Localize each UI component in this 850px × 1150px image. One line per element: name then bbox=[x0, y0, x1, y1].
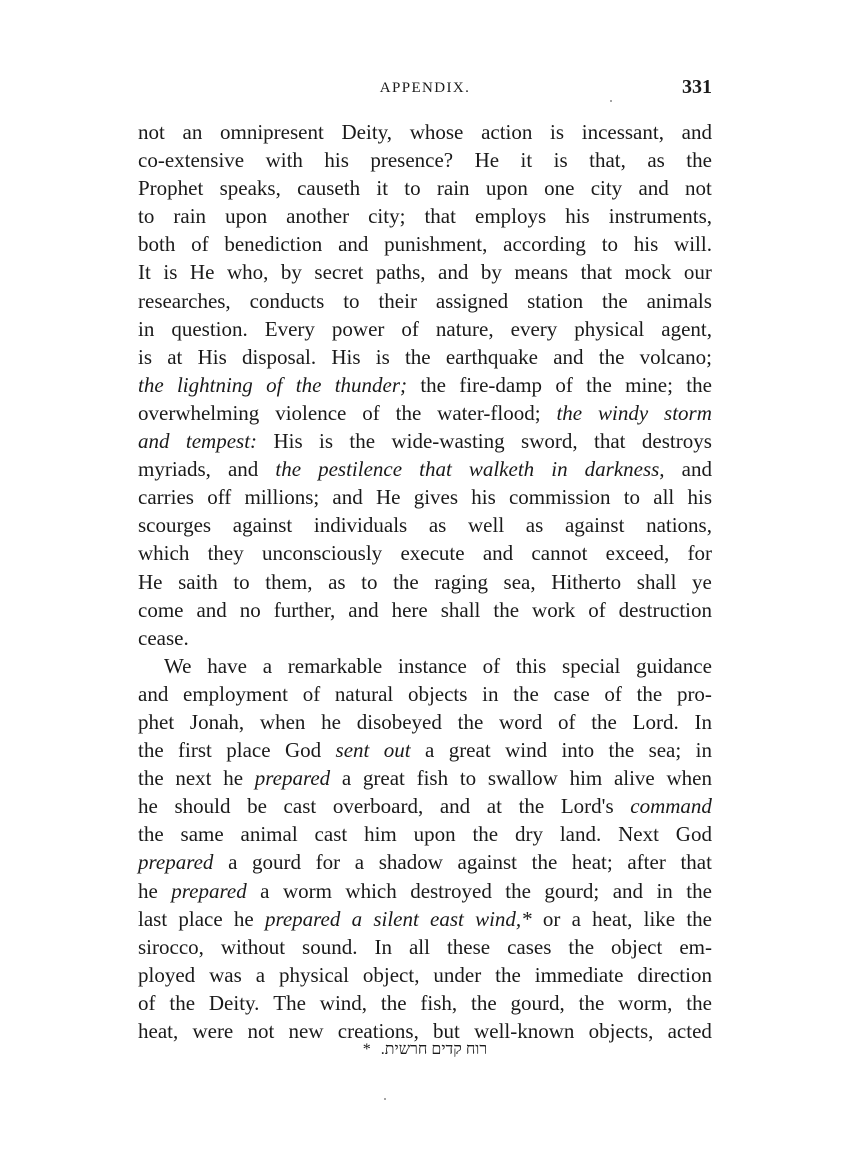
text-line: ployed was a physical object, under the immediate direction bbox=[138, 962, 712, 987]
text-line: he should be cast overboard, and at the Lord's command bbox=[138, 794, 712, 819]
text-line: prepared a gourd for a shadow against the heat; after that bbox=[138, 850, 712, 875]
text-line: It is He who, by secret paths, and by means that mock our bbox=[138, 260, 712, 285]
page-number: 331 bbox=[682, 76, 712, 98]
print-speck bbox=[610, 100, 612, 102]
print-speck bbox=[384, 1098, 386, 1100]
text-line: not an omnipresent Deity, whose action is incessant, and bbox=[138, 120, 712, 144]
text-line: both of benediction and punishment, according to his will. bbox=[138, 232, 712, 257]
text-line: overwhelming violence of the water-flood; the windy storm bbox=[138, 400, 712, 425]
text-line: the same animal cast him upon the dry land. Next God bbox=[138, 822, 712, 847]
text-line: the lightning of the thunder; the fire-damp of the mine; the bbox=[138, 372, 712, 397]
text-line: researches, conducts to their assigned station the animals bbox=[138, 288, 712, 313]
text-line: in question. Every power of nature, every physical agent, bbox=[138, 316, 712, 341]
text-line: sirocco, without sound. In all these cases the object em- bbox=[138, 934, 712, 959]
text-line: and employment of natural objects in the case of the pro- bbox=[138, 681, 712, 706]
body-text bbox=[138, 118, 712, 1045]
text-line: Prophet speaks, causeth it to rain upon one city and not bbox=[138, 176, 712, 201]
text-line: co-extensive with his presence? He it is that, as the bbox=[138, 148, 712, 173]
text-line: heat, were not new creations, but well-known objects, acted bbox=[138, 1019, 712, 1043]
text-line: he prepared a worm which destroyed the gourd; and in the bbox=[138, 878, 712, 903]
text-line: which they unconsciously execute and cannot exceed, for bbox=[138, 541, 712, 566]
text-line: to rain upon another city; that employs his instruments, bbox=[138, 204, 712, 229]
running-head bbox=[138, 76, 712, 102]
text-line: come and no further, and here shall the work of destruction bbox=[138, 597, 712, 622]
footnote-marker: * bbox=[362, 1041, 371, 1058]
running-title: APPENDIX. bbox=[379, 80, 471, 96]
text-line: myriads, and the pestilence that walketh in darkness, and bbox=[138, 457, 712, 482]
text-line: He saith to them, as to the raging sea, Hitherto shall ye bbox=[138, 569, 712, 594]
text-line: and tempest: His is the wide-wasting sword, that destroys bbox=[138, 429, 712, 454]
text-line: of the Deity. The wind, the fish, the gourd, the worm, the bbox=[138, 990, 712, 1015]
text-line: phet Jonah, when he disobeyed the word of the Lord. In bbox=[138, 709, 712, 734]
text-line: last place he prepared a silent east wind,* or a heat, like the bbox=[138, 906, 712, 931]
text-line: We have a remarkable instance of this special guidance bbox=[164, 653, 712, 678]
text-line: carries off millions; and He gives his commission to all his bbox=[138, 485, 712, 510]
text-line: scourges against individuals as well as against nations, bbox=[138, 513, 712, 538]
text-line: is at His disposal. His is the earthquake and the volcano; bbox=[138, 344, 712, 369]
footnote bbox=[138, 1041, 712, 1059]
text-line: the first place God sent out a great wind into the sea; in bbox=[138, 738, 712, 763]
footnote-hebrew-text: רוח קדים חרשית. bbox=[380, 1041, 488, 1058]
text-line: cease. bbox=[138, 625, 189, 650]
text-line: the next he prepared a great fish to swallow him alive when bbox=[138, 766, 712, 791]
